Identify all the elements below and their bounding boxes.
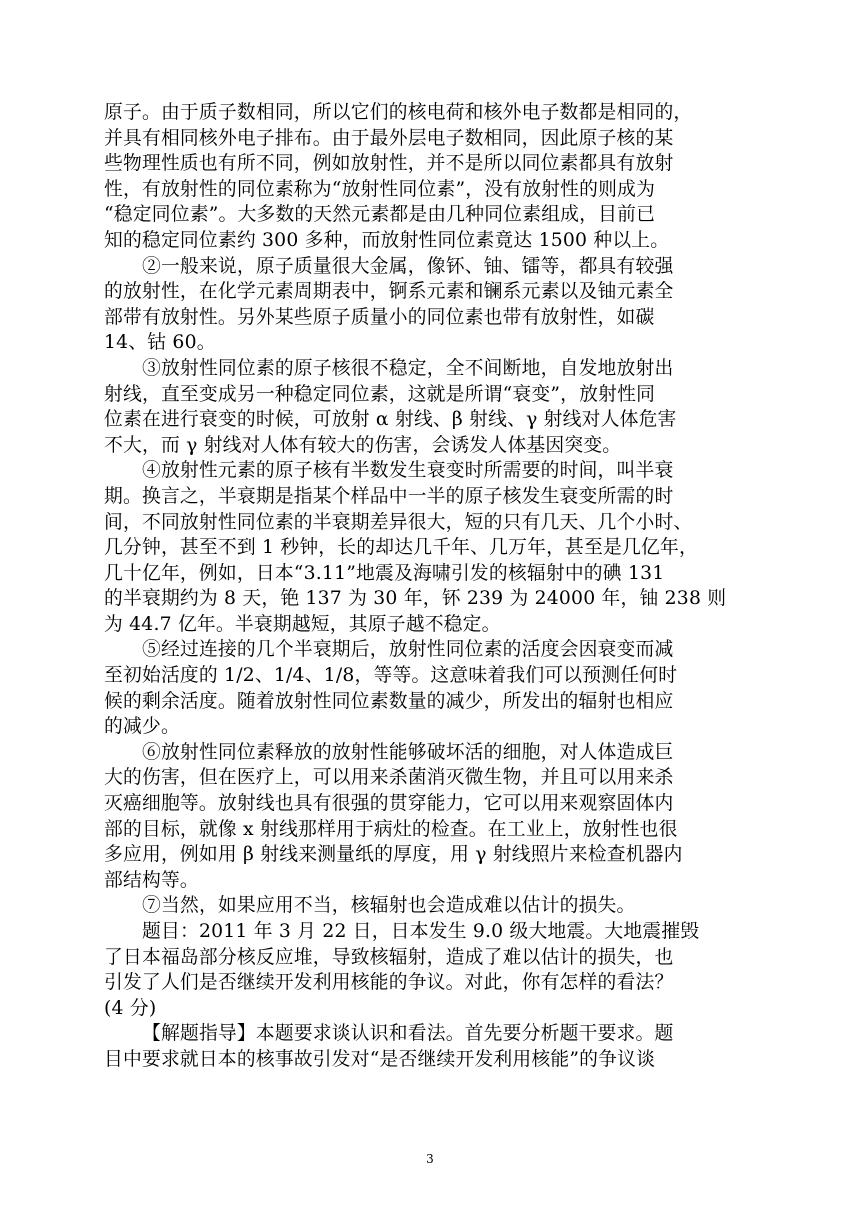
text-line: 部结构等。 (104, 869, 199, 891)
page-number: 3 (426, 1152, 434, 1166)
text-line: 的放射性，在化学元素周期表中，锕系元素和镧系元素以及铀元素全 (104, 281, 674, 303)
text-line: 的半衰期约为 8 天，铯 137 为 30 年，钚 239 为 24000 年，铀 238 则 (104, 588, 727, 610)
text-line: 引发了人们是否继续开发利用核能的争议。对此，你有怎样的看法？ (104, 972, 674, 994)
text-line: 目中要求就日本的核事故引发对“是否继续开发利用核能”的争议谈 (104, 1048, 656, 1070)
text-line: 灭癌细胞等。放射线也具有很强的贯穿能力，它可以用来观察固体内 (104, 793, 674, 815)
text-line: ③放射性同位素的原子核很不稳定，全不间断地，自发地放射出 (142, 357, 674, 379)
text-line: 【解题指导】本题要求谈认识和看法。首先要分析题干要求。题 (142, 1023, 674, 1045)
text-line: 位素在进行衰变的时候，可放射 α 射线、β 射线、γ 射线对人体危害 (104, 409, 677, 431)
text-line: 射线，直至变成另一种稳定同位素，这就是所谓“衰变”，放射性同 (104, 383, 656, 405)
text-line: ⑦当然，如果应用不当，核辐射也会造成难以估计的损失。 (142, 895, 636, 917)
text-line: ⑥放射性同位素释放的放射性能够破坏活的细胞，对人体造成巨 (142, 741, 674, 763)
text-line: “稳定同位素”。大多数的天然元素都是由几种同位素组成，目前已 (104, 204, 656, 226)
text-line: 部的目标，就像 x 射线那样用于病灶的检查。在工业上，放射性也很 (104, 818, 678, 840)
text-line: 间，不同放射性同位素的半衰期差异很大，短的只有几天、几个小时、 (104, 511, 693, 533)
text-line: 了日本福岛部分核反应堆，导致核辐射，造成了难以估计的损失，也 (104, 946, 674, 968)
text-line: 14、钴 60。 (104, 332, 216, 354)
text-line: 至初始活度的 1/2、1/4、1/8，等等。这意味着我们可以预测任何时 (104, 665, 678, 687)
text-line: 候的剩余活度。随着放射性同位素数量的减少，所发出的辐射也相应 (104, 690, 674, 712)
document-body (104, 100, 756, 1073)
text-line: 几分钟，甚至不到 1 秒钟，长的却达几千年、几万年，甚至是几亿年， (104, 537, 698, 559)
text-line: (4 分) (104, 997, 157, 1019)
text-line: 期。换言之，半衰期是指某个样品中一半的原子核发生衰变所需的时 (104, 485, 674, 507)
text-line: ②一般来说，原子质量很大金属，像钚、铀、镭等，都具有较强 (142, 255, 674, 277)
text-line: 并具有相同核外电子排布。由于最外层电子数相同，因此原子核的某 (104, 127, 674, 149)
text-line: 知的稳定同位素约 300 多种，而放射性同位素竟达 1500 种以上。 (104, 229, 670, 251)
text-line: 大的伤害，但在医疗上，可以用来杀菌消灭微生物，并且可以用来杀 (104, 767, 674, 789)
text-line: 性，有放射性的同位素称为“放射性同位素”，没有放射性的则成为 (104, 178, 656, 200)
text-line: 的减少。 (104, 716, 180, 738)
text-line: 为 44.7 亿年。半衰期越短，其原子越不稳定。 (104, 613, 501, 635)
text-line: 原子。由于质子数相同，所以它们的核电荷和核外电子数都是相同的， (104, 102, 693, 123)
text-line: 多应用，例如用 β 射线来测量纸的厚度，用 γ 射线照片来检查机器内 (104, 844, 683, 866)
text-line: 题目：2011 年 3 月 22 日，日本发生 9.0 级大地震。大地震摧毁 (142, 921, 700, 942)
text-line: ④放射性元素的原子核有半数发生衰变时所需要的时间，叫半衰 (142, 460, 674, 482)
text-line: 不大，而 γ 射线对人体有较大的伤害，会诱发人体基因突变。 (104, 434, 622, 456)
text-line: 些物理性质也有所不同，例如放射性，并不是所以同位素都具有放射 (104, 153, 674, 175)
text-line: 部带有放射性。另外某些原子质量小的同位素也带有放射性，如碳 (104, 306, 655, 328)
text-line: ⑤经过连接的几个半衰期后，放射性同位素的活度会因衰变而减 (142, 639, 674, 661)
text-line: 几十亿年，例如，日本“3.11”地震及海啸引发的核辐射中的碘 131 (104, 562, 665, 584)
